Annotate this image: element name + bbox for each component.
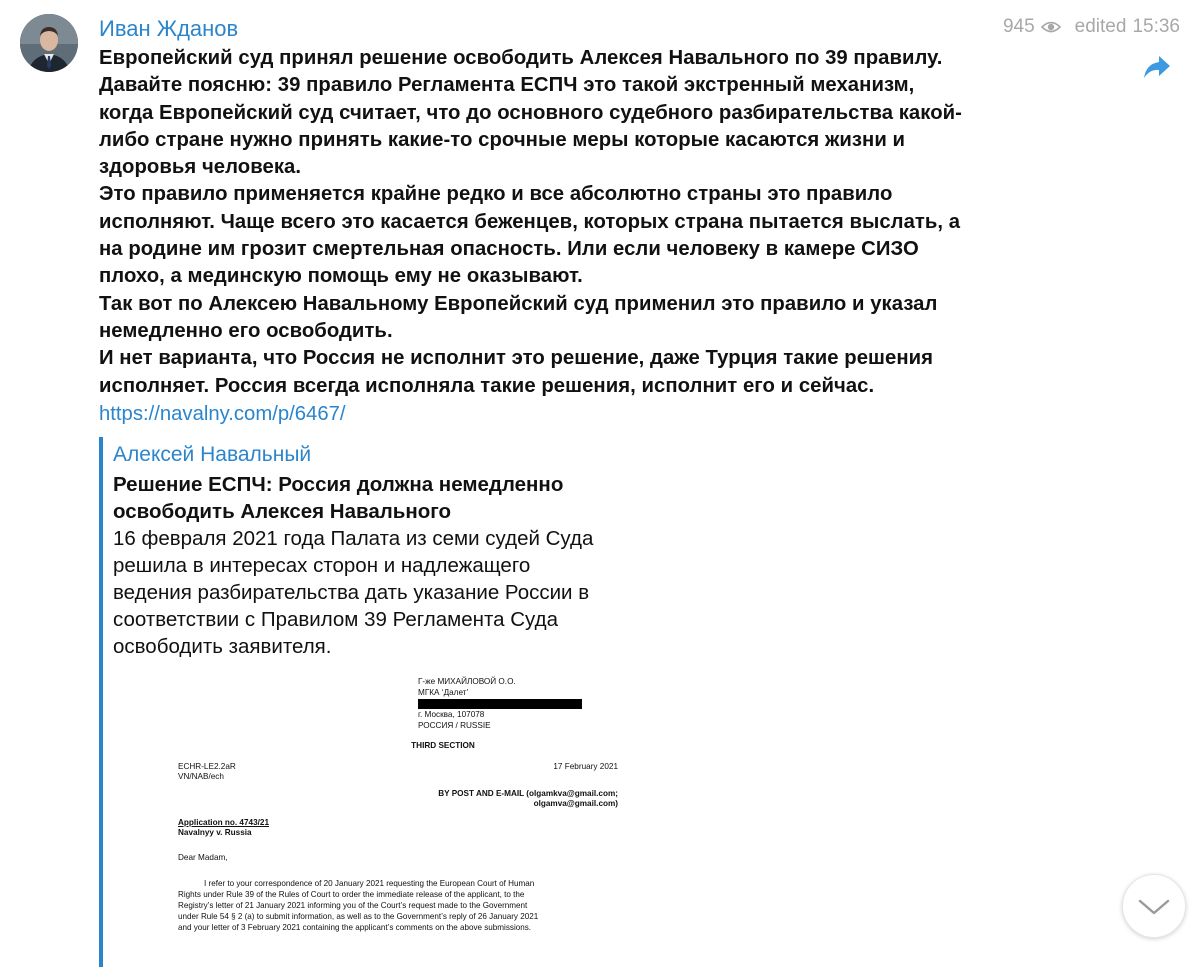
doc-case: Navalnyy v. Russia [178,828,252,837]
preview-site-name: Алексей Навальный [113,443,312,466]
link-preview[interactable] [99,437,663,967]
doc-paragraph [178,878,593,933]
message-line: на родине им грозит смертельная опасность. Или если человеку в камере СИЗО [99,238,919,261]
doc-para-line: Rights under Rule 39 of the Rules of Court to order the immediate release of the applicant, to the [178,890,525,899]
share-button[interactable] [1142,52,1172,82]
preview-title [113,471,663,525]
doc-dear: Dear Madam, [178,852,228,862]
doc-section: THIRD SECTION [411,741,475,750]
preview-title-line: Решение ЕСПЧ: Россия должна немедленно [113,473,564,496]
doc-by-post-1: BY POST AND E-MAIL (olgamkva@gmail.com; [438,788,618,798]
doc-para-line: and your letter of 3 February 2021 containing the applicant’s comments on the above submissions. [178,923,532,932]
view-count: 945 [1002,16,1035,37]
share-icon [1142,52,1172,82]
doc-application: Application no. 4743/21 [178,817,269,827]
doc-para-line: I refer to your correspondence of 20 January 2021 requesting the European Court of Human [204,879,535,888]
message-line: плохо, а мединскую помощь ему не оказывают. [99,265,583,288]
message-line: Так вот по Алексею Навальному Европейский суд применил это правило и указал [99,292,938,315]
preview-desc-line: соответствии с Правилом 39 Регламента Суда [113,608,558,631]
preview-desc-line: 16 февраля 2021 года Палата из семи судей Суда [113,527,594,550]
doc-ref-row [178,762,618,773]
doc-city: г. Москва, 107078 [418,710,485,719]
message-line: исполняет. Россия всегда исполняла такие решения, исполнит его и сейчас. [99,374,875,397]
edited-label: edited [1074,16,1127,37]
message-line: либо стране нужно принять какие-то срочные меры которые касаются жизни и [99,128,906,151]
message-line: когда Европейский суд считает, что до основного судебного разбирательства какой- [99,101,962,124]
message-line: Это правило применяется крайне редко и все абсолютно страны это правило [99,183,893,206]
message-author[interactable]: Иван Жданов [99,16,239,41]
message-time: 15:36 [1132,16,1180,37]
message-line: немедленно его освободить. [99,319,393,342]
doc-addressee: Г-же МИХАЙЛОВОЙ О.О. [418,677,516,686]
doc-redaction [418,699,582,709]
message-line: Давайте поясню: 39 правило Регламента ЕСПЧ это такой экстренный механизм, [99,74,915,97]
message-text [99,45,1099,400]
message-line: И нет варианта, что Россия не исполнит это решение, даже Турция такие решения [99,347,934,370]
preview-description [113,525,663,660]
doc-para-line: Registry’s letter of 21 January 2021 informing you of the Court’s request made to the Government [178,901,528,910]
message-line: Европейский суд принял решение освободить Алексея Навального по 39 правилу. [99,47,943,69]
message [99,14,1099,428]
doc-by-post-2: olgamva@gmail.com) [533,799,618,808]
chevron-down-icon [1123,875,1185,937]
doc-ref1: ECHR-LE2.2aR [178,761,236,771]
doc-ref2: VN/NAB/ech [178,772,224,781]
preview-title-line: освободить Алексея Навального [113,500,452,523]
message-meta [1003,16,1180,38]
avatar[interactable] [20,14,78,72]
doc-para-line: under Rule 54 § 2 (a) to submit information, as well as to the Government’s reply of 26 January 2021 [178,912,539,921]
message-line: здоровья человека. [99,156,302,179]
preview-image-document[interactable] [178,677,618,933]
eye-icon [1041,19,1061,35]
preview-desc-line: ведения разбирательства дать указание России в [113,581,590,604]
preview-desc-line: освободить заявителя. [113,635,332,658]
doc-date: 17 February 2021 [553,761,618,771]
doc-firm: МГКА ‘Далет’ [418,687,469,697]
doc-country: РОССИЯ / RUSSIE [418,720,491,730]
scroll-down-button[interactable] [1122,874,1186,938]
message-line: исполняют. Чаще всего это касается беженцев, которых страна пытается выслать, а [99,210,961,233]
message-link[interactable]: https://navalny.com/p/6467/ [99,402,346,425]
avatar-photo [20,14,78,72]
preview-desc-line: решила в интересах сторон и надлежащего [113,554,531,577]
